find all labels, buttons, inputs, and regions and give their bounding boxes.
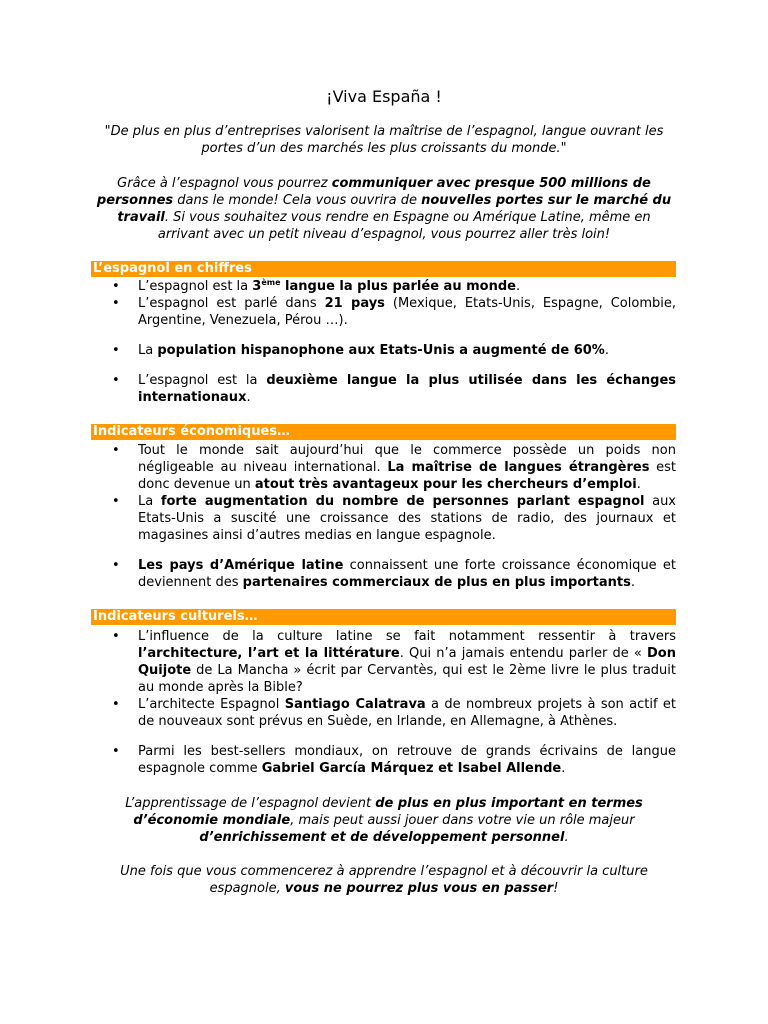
section-heading-chiffres: L’espagnol en chiffres — [91, 261, 676, 277]
outro-closing: Une fois que vous commencerez à apprendre l’espagnol et à découvrir la culture espagnole, vous ne pourrez plus vous en passer! — [120, 864, 648, 896]
intro-paragraph: Grâce à l’espagnol vous pourrez communiquer avec presque 500 millions de personnes dans le monde! Cela vous ouvrira de nouvelles portes sur le marché du travail. Si vous souhaitez vous rendre en Espagne ou Amérique Latine, même en arrivant avec un petit niveau d’espagnol, vous pourrez aller très loin! — [96, 176, 672, 242]
outro-block — [92, 795, 676, 897]
list-item: • L’architecte Espagnol Santiago Calatrava a de nombreux projets à son actif et de nouveaux sont prévus en Suède, en Irlande, en Allemagne, à Athènes. — [112, 696, 676, 730]
list-item: • L’espagnol est la 3ème langue la plus parlée au monde. — [112, 278, 676, 295]
section-heading-economiques: Indicateurs économiques… — [91, 424, 676, 440]
list-item: • L’influence de la culture latine se fait notamment ressentir à travers l’architecture, l’art et la littérature. Qui n’a jamais entendu parler de « Don Quijote de La Mancha » écrit par Cervantès, qui est le 2ème livre le plus traduit au monde après la Bible? — [112, 628, 676, 696]
intro-block — [92, 123, 676, 243]
section-list-economiques — [112, 442, 676, 591]
list-item: • L’espagnol est la deuxième langue la plus utilisée dans les échanges internationaux. — [112, 372, 676, 406]
list-item: • Les pays d’Amérique latine connaissent une forte croissance économique et deviennent des partenaires commerciaux de plus en plus importants. — [112, 557, 676, 591]
list-item: • La population hispanophone aux Etats-Unis a augmenté de 60%. — [112, 342, 676, 359]
section-list-culturels — [112, 628, 676, 777]
intro-quote: "De plus en plus d’entreprises valorisent la maîtrise de l’espagnol, langue ouvrant les portes d’un des marchés les plus croissants du monde." — [104, 124, 664, 156]
section-heading-culturels: Indicateurs culturels… — [91, 609, 676, 625]
list-item: • Tout le monde sait aujourd’hui que le commerce possède un poids non négligeable au niveau international. La maîtrise de langues étrangères est donc devenue un atout très avantageux pour les chercheurs d’emploi. — [112, 442, 676, 493]
document-title: ¡Viva España ! — [326, 87, 442, 106]
list-item: • La forte augmentation du nombre de personnes parlant espagnol aux Etats-Unis a suscité une croissance des stations de radio, des journaux et magasines ainsi d’autres medias en langue espagnole. — [112, 493, 676, 544]
section-list-chiffres — [112, 278, 676, 406]
list-item: • L’espagnol est parlé dans 21 pays (Mexique, Etats-Unis, Espagne, Colombie, Argentine, Venezuela, Pérou …). — [112, 295, 676, 329]
list-item: • Parmi les best-sellers mondiaux, on retrouve de grands écrivains de langue espagnole comme Gabriel García Márquez et Isabel Allende. — [112, 743, 676, 777]
outro-paragraph: L’apprentissage de l’espagnol devient de plus en plus important en termes d’économie mondiale, mais peut aussi jouer dans votre vie un rôle majeur d’enrichissement et de développement personnel. — [125, 796, 643, 845]
